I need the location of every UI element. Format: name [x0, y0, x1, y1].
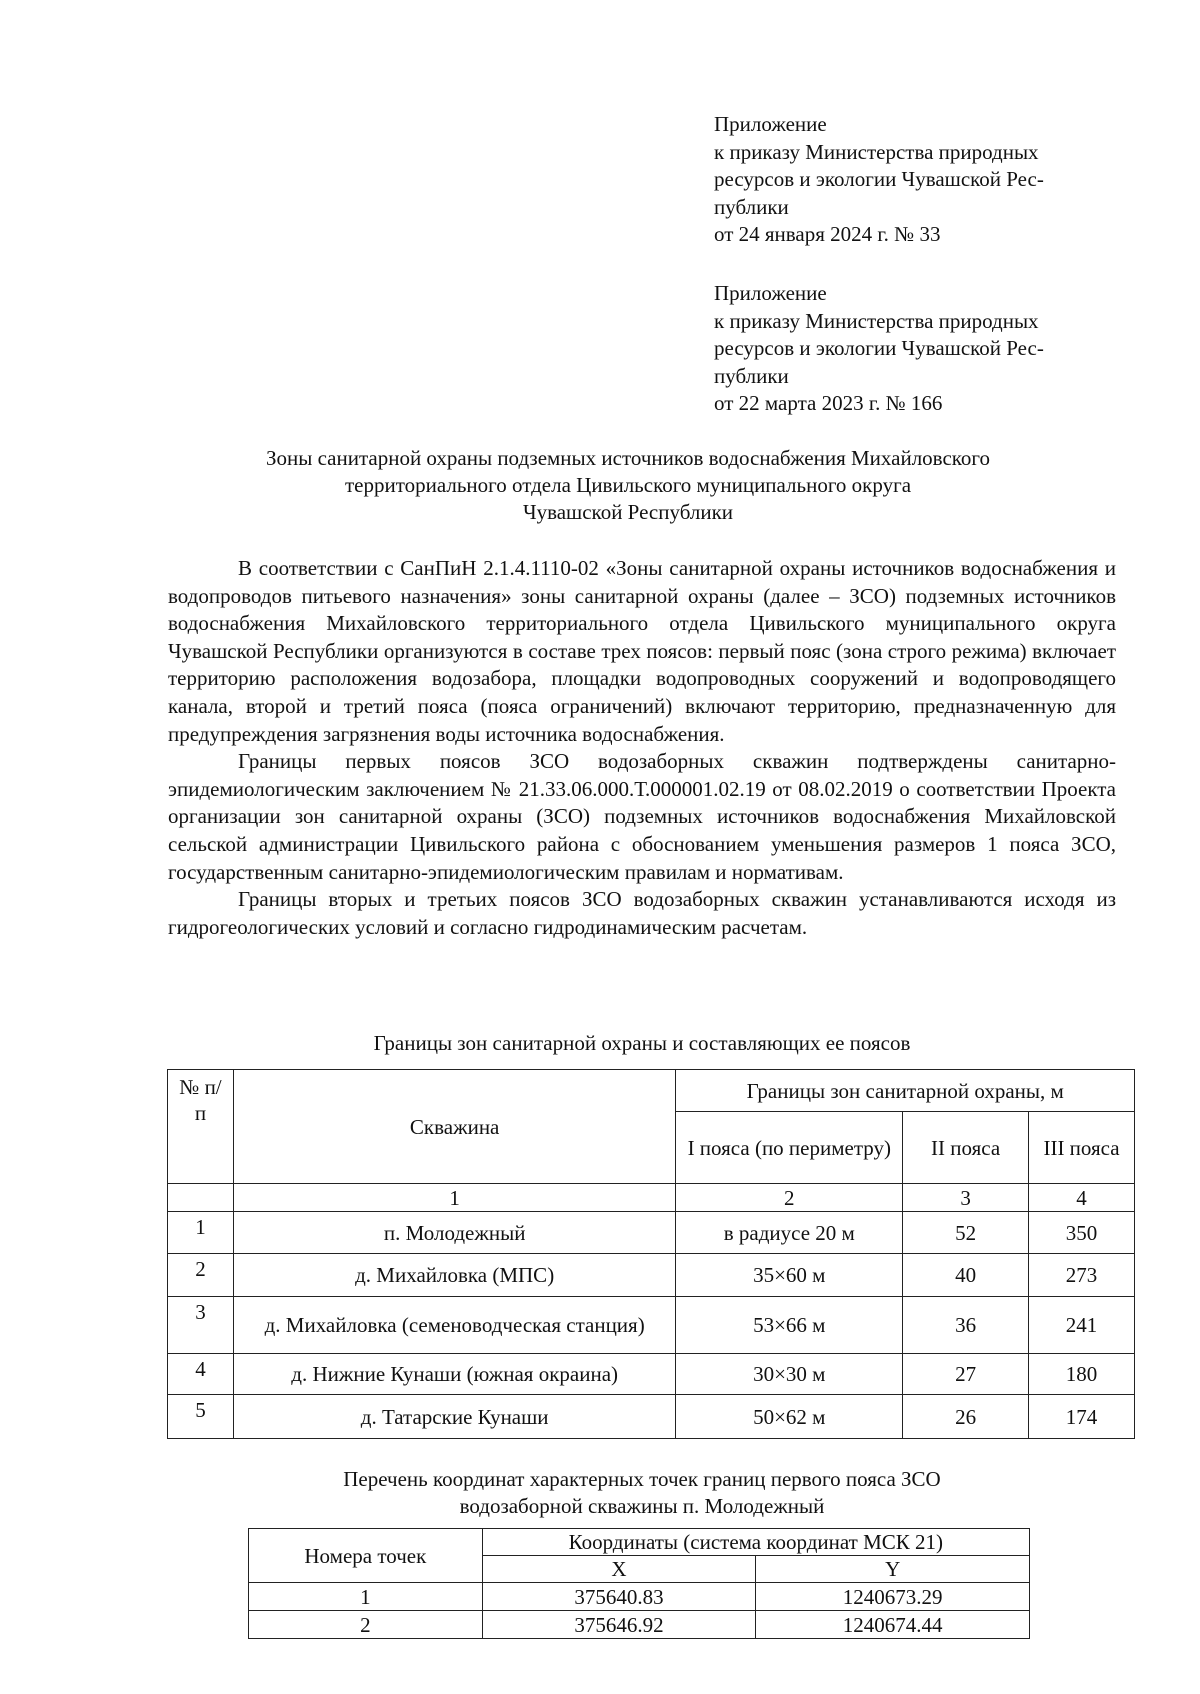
header-x: X: [482, 1556, 756, 1583]
row-number: 3: [168, 1297, 234, 1354]
caption-line: водозаборной скважины п. Молодежный: [459, 1494, 825, 1518]
title-line: Чувашской Республики: [522, 500, 734, 524]
table-row: [168, 1297, 1135, 1354]
zone-2-value: 52: [903, 1212, 1029, 1254]
well-name: п. Молодежный: [233, 1212, 675, 1254]
paragraph-legal-basis: В соответствии с СанПиН 2.1.4.1110-02 «Зоны санитарной охраны источников водоснабжения и водопроводов питьевого назначения» зоны санитарной охраны (далее – ЗСО) подземных источников водоснабжения Михайловского территориального отдела Цивильского муниципального округа Чувашской Республики организуются в составе трех поясов: первый пояс (зона строго режима) включает территорию расположения водозабора, площадки водопроводных сооружений и водопроводящего канала, второй и третий пояса (пояса ограничений) включают территорию, предназначенную для предупреждения загрязнения воды источника водоснабжения.: [168, 556, 1116, 746]
zone-3-value: 174: [1029, 1395, 1135, 1439]
appendix-line: Приложение: [714, 112, 827, 136]
document-title: [168, 445, 1088, 526]
point-number: 1: [249, 1583, 483, 1611]
well-name: д. Нижние Кунаши (южная окраина): [233, 1354, 675, 1395]
zone-3-value: 241: [1029, 1297, 1135, 1354]
zone-3-value: 350: [1029, 1212, 1135, 1254]
y-value: 1240674.44: [756, 1611, 1030, 1639]
zone-2-value: 27: [903, 1354, 1029, 1395]
appendix-date: от 24 января 2024 г. № 33: [714, 222, 941, 246]
zone-1-value: 50×62 м: [676, 1395, 903, 1439]
title-line: территориального отдела Цивильского муниципального округа: [344, 473, 912, 497]
appendix-line: ресурсов и экологии Чувашской Рес-: [714, 167, 1044, 191]
zones-table: [167, 1069, 1135, 1439]
header-zone-3: III пояса: [1029, 1112, 1135, 1184]
well-name: д. Татарские Кунаши: [233, 1395, 675, 1439]
paragraph-second-third-zones: Границы вторых и третьих поясов ЗСО водозаборных скважин устанавливаются исходя из гидрогеологических условий и согласно гидродинамическим расчетам.: [168, 887, 1116, 939]
header-number: № п/п: [168, 1070, 234, 1184]
caption-line: Перечень координат характерных точек границ первого пояса ЗСО: [343, 1467, 941, 1491]
coords-table: [248, 1528, 1030, 1639]
y-value: 1240673.29: [756, 1583, 1030, 1611]
index-cell: 4: [1029, 1184, 1135, 1212]
x-value: 375646.92: [482, 1611, 756, 1639]
coords-table-caption: [168, 1466, 1116, 1520]
zones-table-caption: Границы зон санитарной охраны и составляющих ее поясов: [373, 1031, 911, 1055]
appendix-line: Приложение: [714, 281, 827, 305]
zone-1-value: 35×60 м: [676, 1254, 903, 1297]
appendix-date: от 22 марта 2023 г. № 166: [714, 391, 943, 415]
zone-2-value: 36: [903, 1297, 1029, 1354]
zone-3-value: 273: [1029, 1254, 1135, 1297]
table-row: [249, 1583, 1030, 1611]
table-row: [168, 1395, 1135, 1439]
appendix-line: публики: [714, 194, 789, 219]
header-y: Y: [756, 1556, 1030, 1583]
appendix-line: к приказу Министерства природных: [714, 308, 1039, 333]
zone-2-value: 40: [903, 1254, 1029, 1297]
point-number: 2: [249, 1611, 483, 1639]
zone-2-value: 26: [903, 1395, 1029, 1439]
header-coords-group: Координаты (система координат МСК 21): [482, 1529, 1029, 1556]
appendix-line: ресурсов и экологии Чувашской Рес-: [714, 336, 1044, 360]
paragraph-first-zones: Границы первых поясов ЗСО водозаборных скважин подтверждены санитарно-эпидемиологическим заключением № 21.33.06.000.Т.000001.02.19 от 08.02.2019 о соответствии Проекта организации зон санитарной охраны (ЗСО) подземных источников водоснабжения Михайловской сельской администрации Цивильского района с обоснованием уменьшения размеров 1 пояса ЗСО, государственным санитарно-эпидемиологическим правилам и нормативам.: [168, 749, 1116, 884]
table-row: [168, 1212, 1135, 1254]
appendix-line: публики: [714, 363, 789, 388]
appendix-line: к приказу Министерства природных: [714, 139, 1039, 164]
zone-1-value: 30×30 м: [676, 1354, 903, 1395]
index-cell: 2: [676, 1184, 903, 1212]
appendix-note-current: [714, 111, 1114, 249]
header-well: Скважина: [233, 1070, 675, 1184]
index-cell-empty: [168, 1184, 234, 1212]
row-number: 5: [168, 1395, 234, 1439]
header-zone-2: II пояса: [903, 1112, 1029, 1184]
body-text: [168, 555, 1116, 941]
header-zone-1: I пояса (по периметру): [676, 1112, 903, 1184]
table-row: [168, 1254, 1135, 1297]
index-cell: 3: [903, 1184, 1029, 1212]
row-number: 2: [168, 1254, 234, 1297]
row-number: 1: [168, 1212, 234, 1254]
x-value: 375640.83: [482, 1583, 756, 1611]
header-zones-group: Границы зон санитарной охраны, м: [676, 1070, 1135, 1112]
zone-3-value: 180: [1029, 1354, 1135, 1395]
title-line: Зоны санитарной охраны подземных источников водоснабжения Михайловского: [265, 446, 991, 470]
table-row: [168, 1354, 1135, 1395]
index-cell: 1: [233, 1184, 675, 1212]
table-row: [249, 1611, 1030, 1639]
well-name: д. Михайловка (МПС): [233, 1254, 675, 1297]
well-name: д. Михайловка (семеноводческая станция): [233, 1297, 675, 1354]
zone-1-value: в радиусе 20 м: [676, 1212, 903, 1254]
zone-1-value: 53×66 м: [676, 1297, 903, 1354]
appendix-note-original: [714, 280, 1114, 418]
row-number: 4: [168, 1354, 234, 1395]
header-point-numbers: Номера точек: [249, 1529, 483, 1583]
